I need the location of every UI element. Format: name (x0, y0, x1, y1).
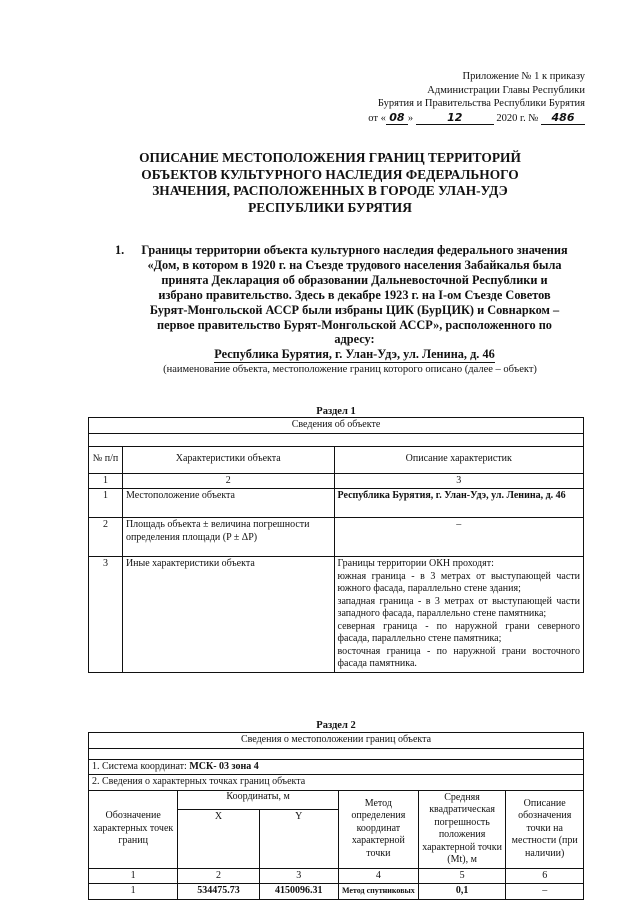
row-num: 1 (89, 489, 123, 518)
spacer-row (89, 433, 584, 446)
object-address: Республика Бурятия, г. Улан-Удэ, ул. Ленина, д. 46 (214, 347, 495, 362)
table-row (89, 489, 584, 518)
header-num: № п/п (89, 446, 123, 473)
boundary-south: южная граница - в 3 метрах от выступающей части южного фасада, параллельно стене здания; (337, 570, 580, 594)
point-y: 4150096.31 (259, 884, 338, 900)
points-label: 2. Сведения о характерных точках границ объекта (89, 775, 584, 791)
section1-title: Раздел 1 (316, 406, 356, 417)
row-characteristic: Иные характеристики объекта (122, 557, 334, 673)
row-description: Республика Бурятия, г. Улан-Удэ, ул. Ленина, д. 46 (334, 489, 583, 518)
appendix-header (330, 70, 585, 125)
table-row (89, 518, 584, 557)
boundary-intro: Границы территории ОКН проходят: (337, 558, 494, 569)
appendix-line-2: Администрации Главы Республики (427, 84, 585, 96)
point-method: Метод спутниковых (338, 884, 418, 900)
section2-title: Раздел 2 (316, 720, 356, 731)
header-description: Описание характеристик (334, 446, 583, 473)
appendix-date-line (330, 111, 585, 126)
object-number: 1. (115, 243, 125, 257)
points-label-row (89, 775, 584, 791)
date-month: 12 (416, 111, 494, 126)
section2-subtitle-row (89, 733, 584, 749)
header-x: X (178, 809, 259, 868)
spacer-row (89, 748, 584, 759)
col-num: 3 (259, 868, 338, 884)
header-coordinates: Координаты, м (178, 790, 339, 809)
table-row (89, 884, 584, 900)
date-day: 08 (386, 111, 408, 126)
boundary-north: северная граница - по наружной грани северного фасада, параллельно стене памятника; (337, 620, 580, 644)
header-designation: Обозначение характерных точек границ (89, 790, 178, 868)
header-y: Y (259, 809, 338, 868)
table-header-row (89, 446, 584, 473)
row-num: 3 (89, 557, 123, 673)
coord-system-row (89, 759, 584, 775)
point-designation: 1 (89, 884, 178, 900)
row-characteristic: Площадь объекта ± величина погрешности определения площади (P ± ΔP) (122, 518, 334, 557)
appendix-line-3: Бурятия и Правительства Республики Бурятия (377, 98, 585, 109)
coord-system-value: МСК- 03 зона 4 (189, 760, 259, 772)
row-description (334, 557, 583, 673)
col-num: 2 (122, 473, 334, 489)
col-num: 2 (178, 868, 259, 884)
section2-subtitle: Сведения о местоположении границ объекта (89, 733, 584, 749)
coord-system-label: 1. Система координат: (92, 760, 190, 772)
col-num: 1 (89, 473, 123, 489)
row-characteristic: Местоположение объекта (122, 489, 334, 518)
row-description: – (334, 518, 583, 557)
table-row (89, 557, 584, 673)
header-method: Метод определения координат характерной точки (338, 790, 418, 868)
header-accuracy: Средняя квадратическая погрешность положения характерной точки (Mt), м (418, 790, 506, 868)
object-heading-text: Границы территории объекта культурного наследия федерального значения «Дом, в котором в 1920 г. на Съезде трудового населения Забайкалья была принята Декларация об образовании Дальневосточной Республики и избрано правительство. Здесь в декабре 1923 г. на I-ом Съезде Советов Бурят-Монгольской АССР были избраны ЦИК (БурЦИК) и Совнарком – первое правительство Бурят-Монгольской АССР», расположенного по адресу: (141, 243, 568, 347)
point-description: – (506, 884, 584, 900)
col-num: 5 (418, 868, 506, 884)
column-numbers-row (89, 868, 584, 884)
date-year: 2020 г. № (496, 112, 539, 124)
date-mid: » (407, 112, 414, 124)
header-row-1 (89, 790, 584, 809)
header-point-description: Описание обозначения точки на местности (при наличии) (506, 790, 584, 868)
col-num: 4 (338, 868, 418, 884)
object-heading (115, 243, 570, 363)
boundary-west: западная граница - в 3 метрах от выступающей части западного фасада, параллельно стене памятника; (337, 595, 580, 619)
point-accuracy: 0,1 (418, 884, 506, 900)
header-characteristic: Характеристики объекта (122, 446, 334, 473)
order-number: 486 (541, 111, 585, 126)
coord-system (89, 759, 584, 775)
document-title: ОПИСАНИЕ МЕСТОПОЛОЖЕНИЯ ГРАНИЦ ТЕРРИТОРИЙ ОБЪЕКТОВ КУЛЬТУРНОГО НАСЛЕДИЯ ФЕДЕРАЛЬНОГО ЗНАЧЕНИЯ, РАСПОЛОЖЕННЫХ В ГОРОДЕ УЛАН-УДЭ РЕСПУБЛИКИ БУРЯТИЯ (139, 150, 521, 215)
section2-table (88, 732, 584, 900)
column-numbers-row (89, 473, 584, 489)
boundary-east: восточная граница - по наружной грани восточного фасада памятника. (337, 645, 580, 669)
object-note: (наименование объекта, местоположение границ которого описано (далее – объект) (163, 364, 537, 375)
section1-table (88, 417, 584, 673)
col-num: 6 (506, 868, 584, 884)
appendix-line-1: Приложение № 1 к приказу (462, 71, 585, 82)
section1-subtitle-row (89, 418, 584, 434)
point-x: 534475.73 (178, 884, 259, 900)
row-num: 2 (89, 518, 123, 557)
date-prefix: от « (368, 112, 386, 124)
col-num: 3 (334, 473, 583, 489)
section1-subtitle: Сведения об объекте (89, 418, 584, 434)
col-num: 1 (89, 868, 178, 884)
